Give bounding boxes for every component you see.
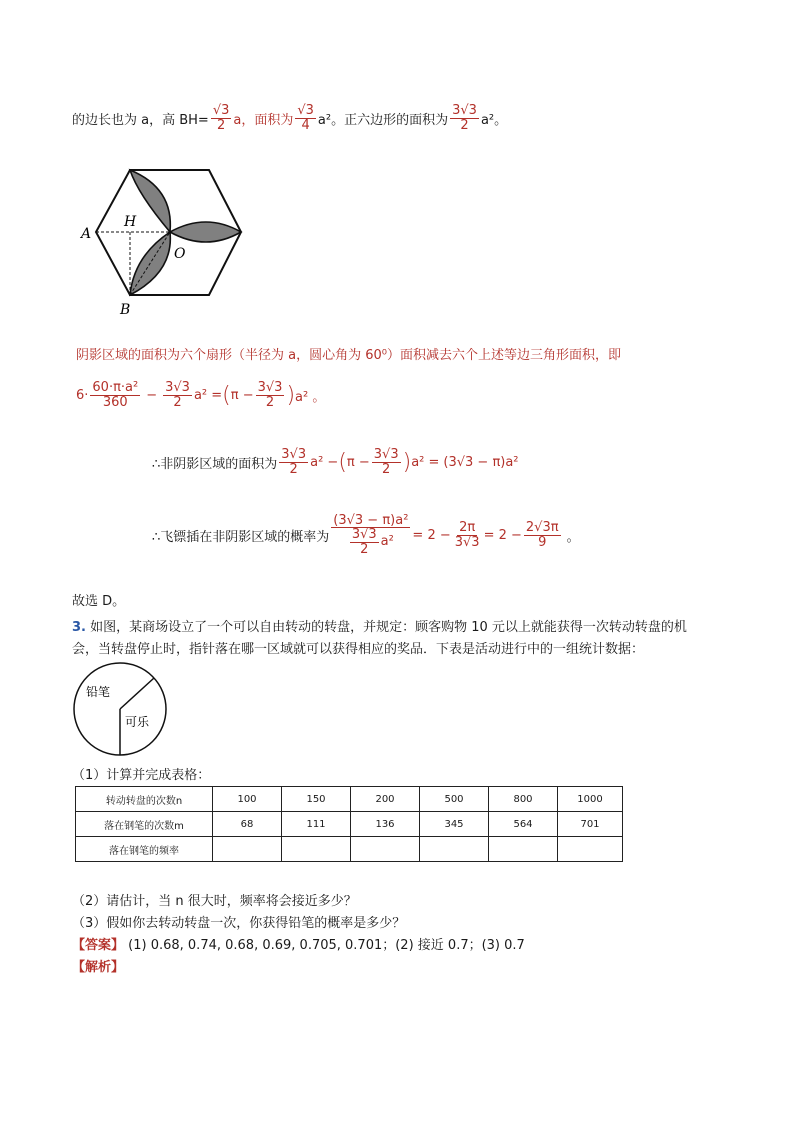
prob-frac-2-den: 9 bbox=[538, 534, 547, 550]
choice-line: 故选 D。 bbox=[72, 594, 126, 609]
prob-inner-den: 2 bbox=[360, 541, 369, 557]
bh-den: 2 bbox=[216, 117, 226, 133]
area-fraction bbox=[295, 104, 316, 132]
table-cell: 150 bbox=[282, 787, 351, 812]
ns-mid1: a² − bbox=[310, 454, 339, 470]
ns-paren-close: ) bbox=[402, 449, 412, 475]
ns-frac-1-den: 2 bbox=[289, 461, 298, 477]
table-cell: 701 bbox=[558, 812, 623, 837]
prob-inner-frac bbox=[350, 528, 379, 556]
shaded-sentence: 阴影区域的面积为六个扇形（半径为 a，圆心角为 60⁰）面积减去六个上述等边三角形面积，即 bbox=[76, 348, 621, 363]
prob-main-frac bbox=[331, 514, 410, 557]
q3-part1: （1）计算并完成表格： bbox=[72, 768, 211, 783]
table-cell: 800 bbox=[489, 787, 558, 812]
table-cell: 564 bbox=[489, 812, 558, 837]
prob-inner-num: 3√3 bbox=[351, 527, 377, 543]
prob-eq1: = 2 − bbox=[412, 527, 451, 543]
prob-frac-2 bbox=[524, 521, 561, 549]
answer-line bbox=[72, 934, 525, 953]
nonshaded-label: ∴非阴影区域的面积为 bbox=[152, 456, 278, 472]
q3-line1 bbox=[72, 616, 687, 635]
eq-frac-3-den: 2 bbox=[265, 394, 275, 410]
table-cell: 111 bbox=[282, 812, 351, 837]
ns-paren-open: ( bbox=[338, 449, 347, 475]
table-cell: 1000 bbox=[558, 787, 623, 812]
paren-open: ( bbox=[222, 382, 231, 408]
eq-frac-1-den: 360 bbox=[102, 394, 128, 410]
ns-paren: (3√3 − π) bbox=[443, 454, 506, 470]
prob-inner-a: a² bbox=[380, 534, 394, 550]
table-cell-empty[interactable] bbox=[489, 837, 558, 862]
ns-frac-1-num: 3√3 bbox=[281, 446, 307, 462]
table-cell-empty[interactable] bbox=[213, 837, 282, 862]
nonshaded-equation bbox=[152, 440, 519, 484]
prob-main-num: (3√3 − π)a² bbox=[333, 512, 409, 528]
label-o: O bbox=[174, 246, 186, 262]
hex-num: 3√3 bbox=[452, 102, 477, 118]
intro-text-3: a²。正六边形的面积为 bbox=[317, 112, 449, 128]
table-cell: 136 bbox=[351, 812, 420, 837]
ns-mid2: a² = bbox=[411, 454, 440, 470]
ns-frac-2-num: 3√3 bbox=[373, 446, 399, 462]
area-num: √3 bbox=[297, 102, 314, 118]
table-row-n bbox=[76, 787, 623, 812]
ns-pi: π − bbox=[346, 454, 370, 470]
eq-six: 6· bbox=[76, 387, 89, 403]
table-cell-empty[interactable] bbox=[420, 837, 489, 862]
prob-eq2: = 2 − bbox=[483, 527, 522, 543]
hex-den: 2 bbox=[460, 117, 469, 133]
hexagon-figure bbox=[78, 160, 258, 320]
spinner-label-pencil: 铅笔 bbox=[86, 685, 111, 699]
row-header: 转动转盘的次数n bbox=[76, 787, 213, 812]
eq-frac-1-num: 60·π·a² bbox=[92, 379, 139, 395]
table-cell: 100 bbox=[213, 787, 282, 812]
prob-frac-1-den: 3√3 bbox=[454, 534, 480, 550]
prob-main-den bbox=[346, 528, 396, 556]
eq-minus: − bbox=[146, 387, 158, 403]
prob-end: 。 bbox=[566, 529, 580, 545]
bh-fraction bbox=[211, 104, 232, 132]
prob-frac-1-num: 2π bbox=[459, 519, 476, 535]
q3-number: 3. bbox=[72, 620, 86, 635]
q3-part2: （2）请估计，当 n 很大时，频率将会接近多少？ bbox=[72, 894, 357, 909]
label-a: A bbox=[81, 226, 92, 242]
label-h: H bbox=[124, 214, 137, 230]
ns-end: a² bbox=[505, 454, 519, 470]
paren-close: ) bbox=[286, 382, 296, 408]
table-cell: 500 bbox=[420, 787, 489, 812]
eq-frac-2 bbox=[163, 381, 192, 409]
eq-end: a² 。 bbox=[295, 389, 326, 405]
q3-line1-text: 如图，某商场设立了一个可以自由转动的转盘，并规定：顾客购物 10 元以上就能获得一次转动转盘的机 bbox=[90, 620, 687, 635]
row-header: 落在钢笔的频率 bbox=[76, 837, 213, 862]
prob-label: ∴飞镖插在非阴影区域的概率为 bbox=[152, 529, 330, 545]
table-cell-empty[interactable] bbox=[558, 837, 623, 862]
eq-mid: a² = bbox=[193, 387, 223, 403]
q3-part3: （3）假如你去转动转盘一次，你获得铅笔的概率是多少？ bbox=[72, 916, 406, 931]
q3-line2: 会，当转盘停止时，指针落在哪一区域就可以获得相应的奖品．下表是活动进行中的一组统计数据： bbox=[72, 642, 645, 657]
intro-line bbox=[72, 100, 507, 136]
eq-frac-3 bbox=[256, 381, 285, 409]
table-cell-empty[interactable] bbox=[282, 837, 351, 862]
table-cell: 68 bbox=[213, 812, 282, 837]
shaded-equation bbox=[76, 372, 325, 418]
intro-text-2: a，面积为 bbox=[233, 112, 294, 128]
ns-frac-1 bbox=[279, 448, 308, 476]
answer-key: 【答案】 bbox=[72, 938, 125, 953]
stats-table bbox=[75, 786, 623, 862]
table-cell: 345 bbox=[420, 812, 489, 837]
table-row-freq bbox=[76, 837, 623, 862]
spinner-figure bbox=[70, 660, 170, 758]
intro-text-1: 的边长也为 a，高 BH= bbox=[72, 112, 209, 128]
bh-num: √3 bbox=[212, 102, 230, 118]
ns-frac-2-den: 2 bbox=[382, 461, 391, 477]
row-header: 落在钢笔的次数m bbox=[76, 812, 213, 837]
intro-text-4: a²。 bbox=[480, 112, 508, 128]
eq-frac-2-num: 3√3 bbox=[165, 379, 190, 395]
prob-frac-2-num: 2√3π bbox=[525, 519, 559, 535]
analysis-key: 【解析】 bbox=[72, 960, 125, 975]
table-cell-empty[interactable] bbox=[351, 837, 420, 862]
answer-text: (1) 0.68, 0.74, 0.68, 0.69, 0.705, 0.701；(2) 接近 0.7；(3) 0.7 bbox=[128, 938, 525, 953]
eq-frac-1 bbox=[90, 381, 140, 409]
prob-equation bbox=[152, 502, 580, 568]
table-cell: 200 bbox=[351, 787, 420, 812]
area-den: 4 bbox=[301, 117, 310, 133]
eq-pi: π − bbox=[230, 387, 254, 403]
ns-frac-2 bbox=[372, 448, 401, 476]
table-row-m bbox=[76, 812, 623, 837]
label-b: B bbox=[120, 302, 131, 318]
spinner-label-cola: 可乐 bbox=[125, 715, 150, 729]
hex-fraction bbox=[450, 104, 479, 132]
prob-frac-1 bbox=[453, 521, 482, 549]
petal-right bbox=[170, 222, 241, 242]
eq-frac-3-num: 3√3 bbox=[257, 379, 283, 395]
eq-frac-2-den: 2 bbox=[173, 394, 182, 410]
